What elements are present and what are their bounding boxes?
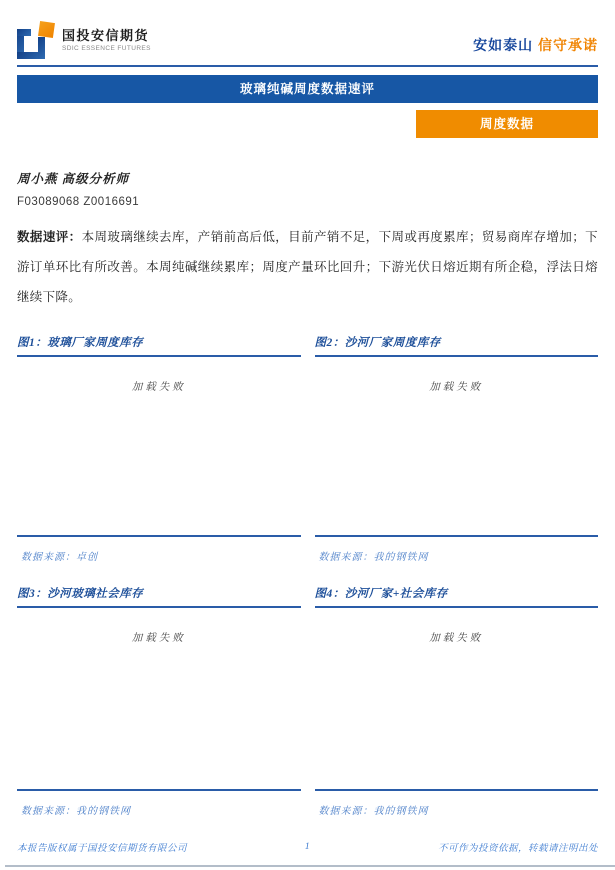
summary-lead: 数据速评： xyxy=(17,230,82,244)
figure-1-load-failed-text: 加载失败 xyxy=(131,382,186,393)
weekly-data-badge: 周度数据 xyxy=(416,110,598,138)
brand xyxy=(17,22,151,59)
footer-disclaimer: 不可作为投资依据，转载请注明出处 xyxy=(437,844,598,854)
page-footer xyxy=(17,840,598,854)
footer-copyright: 本报告版权属于国投安信期货有限公司 xyxy=(17,844,188,854)
report-header xyxy=(17,0,598,67)
figure-3-source: 数据来源：我的钢铁网 xyxy=(21,806,131,817)
figure-4-title: 图4：沙河厂家+社会库存 xyxy=(315,585,599,608)
figure-4-chart-area xyxy=(315,608,599,791)
figure-3-load-failed-text: 加载失败 xyxy=(131,633,186,644)
badge-row xyxy=(17,110,598,138)
figure-4-source: 数据来源：我的钢铁网 xyxy=(318,806,429,817)
brand-slogan xyxy=(473,35,598,59)
report-title-banner: 玻璃纯碱周度数据速评 xyxy=(17,75,598,103)
figure-4 xyxy=(315,585,599,839)
analyst-name: 周小燕 高级分析师 xyxy=(17,172,130,186)
page-bottom-rule xyxy=(5,865,615,867)
figure-1-chart-area xyxy=(17,357,301,537)
slogan-blue-text: 安如泰山 xyxy=(473,37,534,53)
brand-name-cn: 国投安信期货 xyxy=(62,27,150,43)
figure-2-load-failed-text: 加载失败 xyxy=(429,382,484,393)
analyst-block xyxy=(17,169,598,208)
slogan-orange-text: 信守承诺 xyxy=(538,37,598,53)
figure-1-title: 图1：玻璃厂家周度库存 xyxy=(17,334,301,357)
figure-3-title: 图3：沙河玻璃社会库存 xyxy=(17,585,301,608)
figure-2-source: 数据来源：我的钢铁网 xyxy=(318,552,429,563)
figure-2-chart-area xyxy=(315,357,599,537)
figure-1 xyxy=(17,334,301,585)
brand-text xyxy=(62,29,151,52)
figure-2 xyxy=(315,334,599,585)
figure-4-load-failed-text: 加载失败 xyxy=(429,633,484,644)
figure-3 xyxy=(17,585,301,839)
brand-logo-icon xyxy=(17,22,55,59)
figure-2-title: 图2：沙河厂家周度库存 xyxy=(315,334,599,357)
figure-grid xyxy=(17,334,598,839)
brand-name-en: SDIC ESSENCE FUTURES xyxy=(62,45,151,53)
summary-body: 本周玻璃继续去库，产销前高后低，目前产销不足，下周或再度累库；贸易商库存增加；下游订单环比有所改善。本周纯碱继续累库；周度产量环比回升；下游光伏日熔近期有所企稳，浮法日熔继续下降。 xyxy=(17,230,598,304)
summary-paragraph xyxy=(17,222,598,312)
figure-3-chart-area xyxy=(17,608,301,791)
figure-1-source: 数据来源：卓创 xyxy=(21,552,98,563)
footer-page-number: 1 xyxy=(304,842,311,852)
analyst-codes: F03089068 Z0016691 xyxy=(17,196,140,208)
